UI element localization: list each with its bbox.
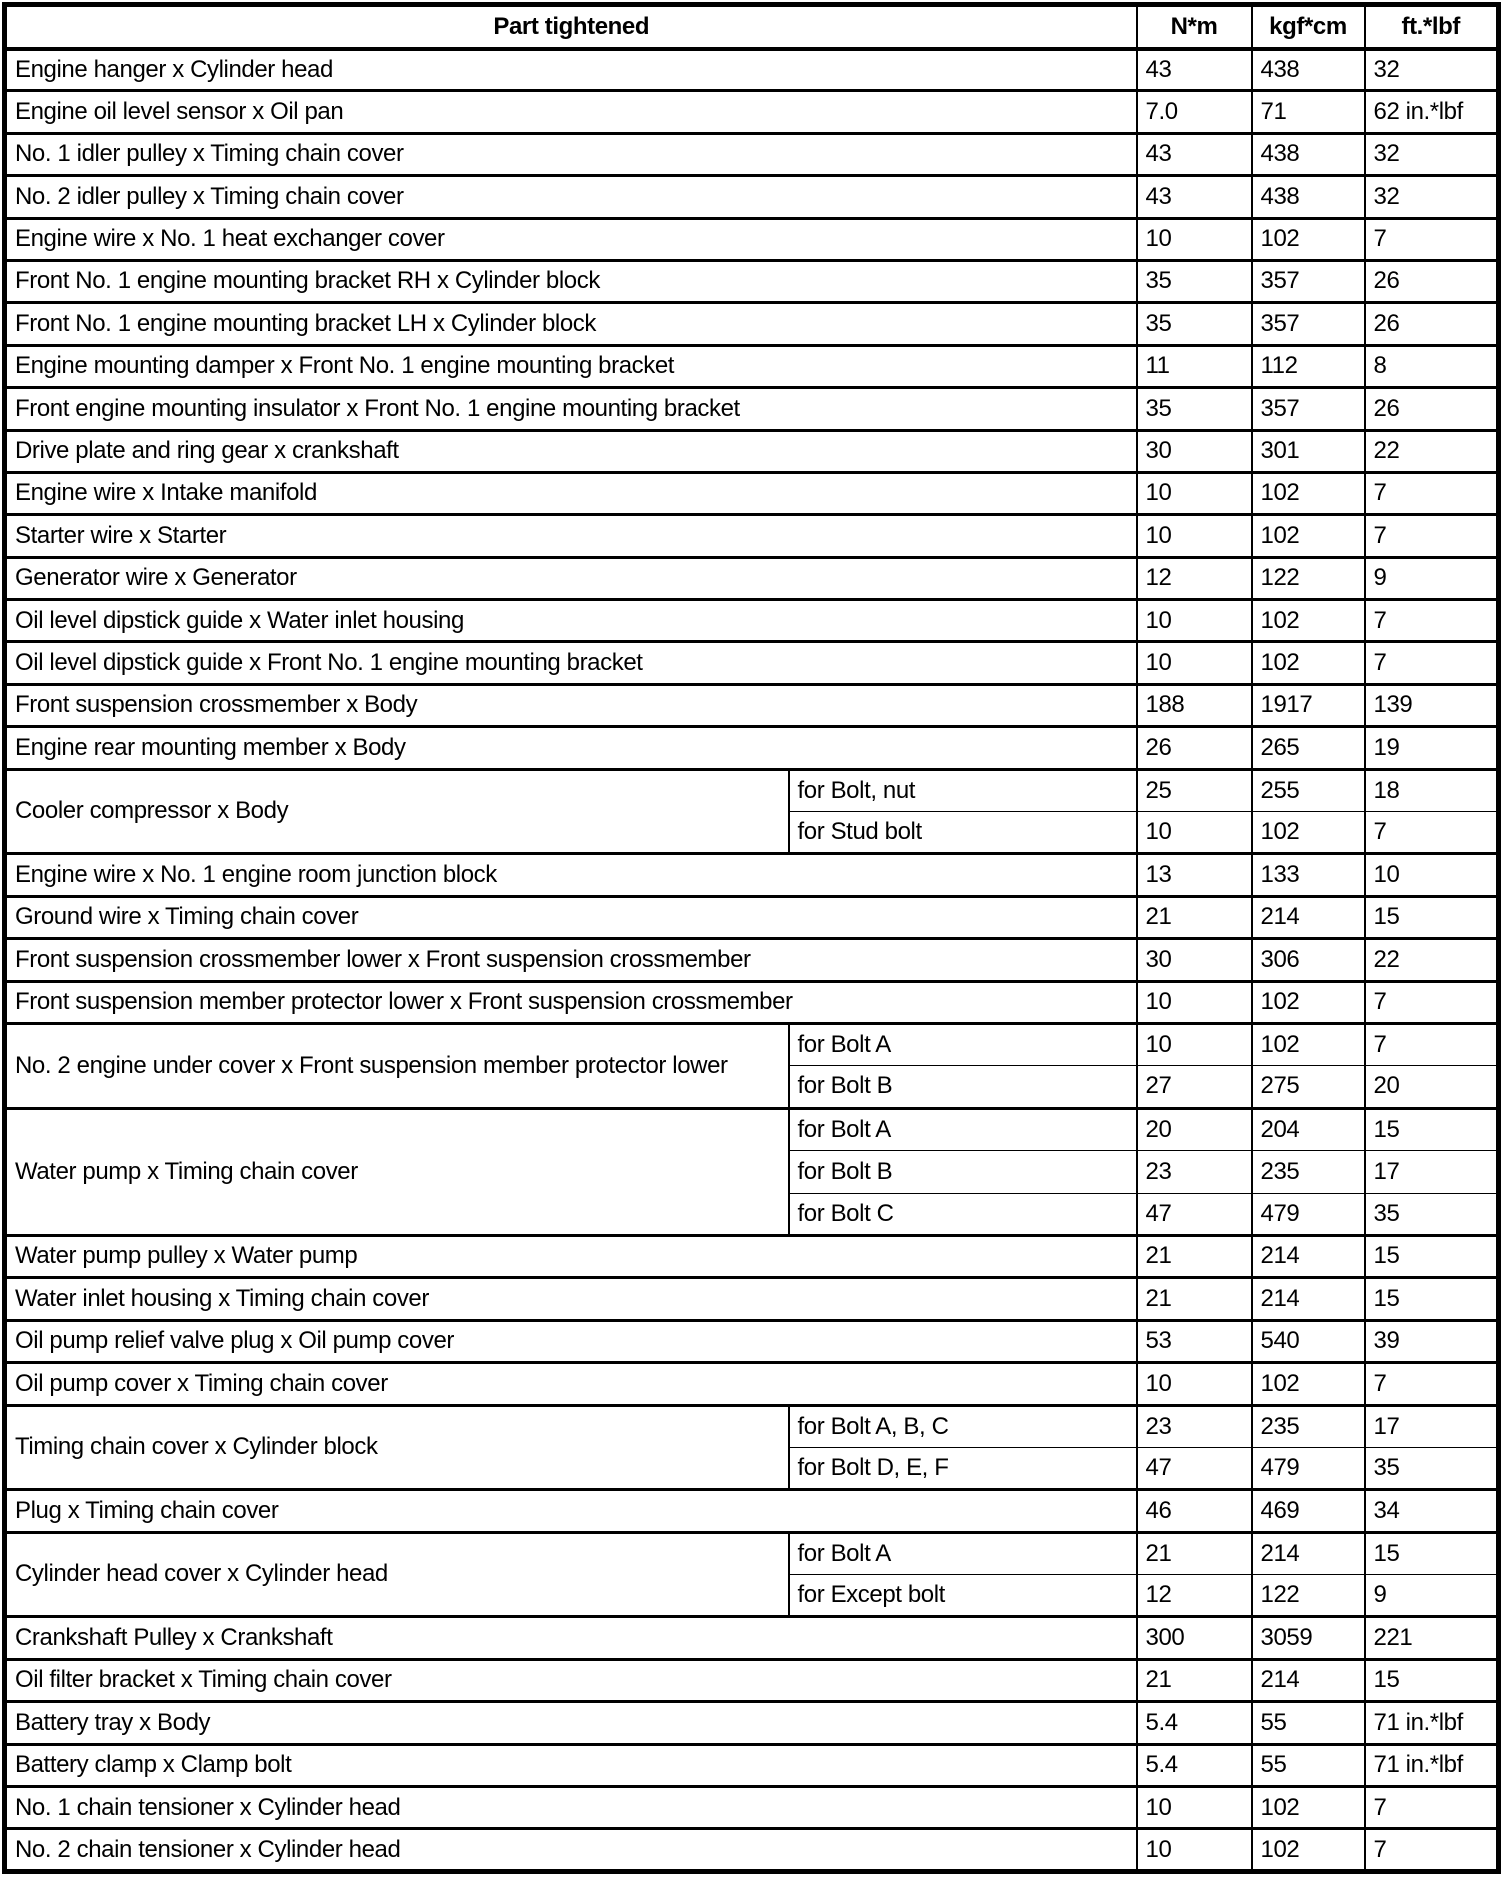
nm-value-cell: 10 [1137, 218, 1252, 260]
kgfcm-value-cell: 214 [1252, 1235, 1365, 1277]
part-cell: Oil level dipstick guide x Water inlet housing [5, 600, 1137, 642]
ftlbf-value-cell: 139 [1365, 684, 1499, 726]
condition-cell: for Bolt D, E, F [789, 1447, 1137, 1489]
condition-cell: for Bolt A [789, 1108, 1137, 1150]
kgfcm-value-cell: 102 [1252, 1023, 1365, 1065]
part-cell: Engine wire x No. 1 heat exchanger cover [5, 218, 1137, 260]
kgfcm-value-cell: 102 [1252, 642, 1365, 684]
kgfcm-value-cell: 214 [1252, 896, 1365, 938]
table-row [5, 430, 1499, 472]
kgfcm-value-cell: 540 [1252, 1320, 1365, 1362]
nm-value-cell: 7.0 [1137, 91, 1252, 133]
nm-value-cell: 30 [1137, 939, 1252, 981]
nm-value-cell: 21 [1137, 1235, 1252, 1277]
nm-value-cell: 5.4 [1137, 1702, 1252, 1744]
condition-cell: for Bolt A [789, 1023, 1137, 1065]
nm-value-cell: 188 [1137, 684, 1252, 726]
header-row [5, 5, 1499, 49]
nm-value-cell: 47 [1137, 1447, 1252, 1489]
part-cell: Water pump x Timing chain cover [5, 1108, 789, 1235]
nm-value-cell: 12 [1137, 557, 1252, 599]
table-row [5, 260, 1499, 302]
ftlbf-value-cell: 20 [1365, 1066, 1499, 1108]
kgfcm-value-cell: 102 [1252, 600, 1365, 642]
nm-value-cell: 27 [1137, 1066, 1252, 1108]
kgfcm-value-cell: 357 [1252, 303, 1365, 345]
ftlbf-value-cell: 26 [1365, 303, 1499, 345]
column-header-nm: N*m [1137, 5, 1252, 49]
kgfcm-value-cell: 1917 [1252, 684, 1365, 726]
kgfcm-value-cell: 265 [1252, 727, 1365, 769]
kgfcm-value-cell: 102 [1252, 812, 1365, 854]
table-body [5, 49, 1499, 1872]
nm-value-cell: 21 [1137, 1659, 1252, 1701]
kgfcm-value-cell: 214 [1252, 1659, 1365, 1701]
ftlbf-value-cell: 7 [1365, 515, 1499, 557]
nm-value-cell: 35 [1137, 260, 1252, 302]
nm-value-cell: 25 [1137, 769, 1252, 811]
ftlbf-value-cell: 71 in.*lbf [1365, 1702, 1499, 1744]
table-subrow [5, 769, 1499, 811]
ftlbf-value-cell: 7 [1365, 1363, 1499, 1405]
kgfcm-value-cell: 479 [1252, 1193, 1365, 1235]
kgfcm-value-cell: 102 [1252, 472, 1365, 514]
table-row [5, 896, 1499, 938]
ftlbf-value-cell: 10 [1365, 854, 1499, 896]
table-row [5, 515, 1499, 557]
nm-value-cell: 21 [1137, 896, 1252, 938]
nm-value-cell: 11 [1137, 345, 1252, 387]
kgfcm-value-cell: 102 [1252, 1787, 1365, 1829]
nm-value-cell: 10 [1137, 1023, 1252, 1065]
ftlbf-value-cell: 32 [1365, 133, 1499, 175]
condition-cell: for Bolt C [789, 1193, 1137, 1235]
table-row [5, 388, 1499, 430]
column-header-ftlbf: ft.*lbf [1365, 5, 1499, 49]
ftlbf-value-cell: 15 [1365, 1532, 1499, 1574]
table-row [5, 49, 1499, 91]
part-cell: Oil pump cover x Timing chain cover [5, 1363, 1137, 1405]
nm-value-cell: 46 [1137, 1490, 1252, 1532]
part-cell: No. 1 idler pulley x Timing chain cover [5, 133, 1137, 175]
part-cell: Engine rear mounting member x Body [5, 727, 1137, 769]
part-cell: Starter wire x Starter [5, 515, 1137, 557]
nm-value-cell: 300 [1137, 1617, 1252, 1659]
column-header-kgfcm: kgf*cm [1252, 5, 1365, 49]
part-cell: Water inlet housing x Timing chain cover [5, 1278, 1137, 1320]
nm-value-cell: 13 [1137, 854, 1252, 896]
nm-value-cell: 53 [1137, 1320, 1252, 1362]
part-cell: Engine wire x Intake manifold [5, 472, 1137, 514]
kgfcm-value-cell: 214 [1252, 1278, 1365, 1320]
part-cell: Engine mounting damper x Front No. 1 engine mounting bracket [5, 345, 1137, 387]
kgfcm-value-cell: 235 [1252, 1151, 1365, 1193]
nm-value-cell: 43 [1137, 133, 1252, 175]
table-row [5, 1829, 1499, 1872]
kgfcm-value-cell: 357 [1252, 260, 1365, 302]
ftlbf-value-cell: 18 [1365, 769, 1499, 811]
nm-value-cell: 23 [1137, 1405, 1252, 1447]
kgfcm-value-cell: 55 [1252, 1744, 1365, 1786]
part-cell: Front engine mounting insulator x Front No. 1 engine mounting bracket [5, 388, 1137, 430]
table-row [5, 1659, 1499, 1701]
table-row [5, 642, 1499, 684]
ftlbf-value-cell: 15 [1365, 1235, 1499, 1277]
ftlbf-value-cell: 19 [1365, 727, 1499, 769]
kgfcm-value-cell: 71 [1252, 91, 1365, 133]
nm-value-cell: 10 [1137, 472, 1252, 514]
part-cell: No. 2 engine under cover x Front suspension member protector lower [5, 1023, 789, 1108]
kgfcm-value-cell: 214 [1252, 1532, 1365, 1574]
table-row [5, 1744, 1499, 1786]
part-cell: Front suspension crossmember lower x Front suspension crossmember [5, 939, 1137, 981]
part-cell: Battery tray x Body [5, 1702, 1137, 1744]
ftlbf-value-cell: 15 [1365, 1659, 1499, 1701]
table-row [5, 1787, 1499, 1829]
nm-value-cell: 10 [1137, 812, 1252, 854]
ftlbf-value-cell: 7 [1365, 218, 1499, 260]
ftlbf-value-cell: 8 [1365, 345, 1499, 387]
part-cell: Oil pump relief valve plug x Oil pump cover [5, 1320, 1137, 1362]
ftlbf-value-cell: 7 [1365, 981, 1499, 1023]
kgfcm-value-cell: 102 [1252, 515, 1365, 557]
table-row [5, 1235, 1499, 1277]
nm-value-cell: 43 [1137, 176, 1252, 218]
ftlbf-value-cell: 32 [1365, 176, 1499, 218]
part-cell: Front No. 1 engine mounting bracket RH x Cylinder block [5, 260, 1137, 302]
part-cell: Front suspension member protector lower x Front suspension crossmember [5, 981, 1137, 1023]
part-cell: No. 2 idler pulley x Timing chain cover [5, 176, 1137, 218]
kgfcm-value-cell: 102 [1252, 1363, 1365, 1405]
nm-value-cell: 21 [1137, 1278, 1252, 1320]
nm-value-cell: 10 [1137, 600, 1252, 642]
kgfcm-value-cell: 235 [1252, 1405, 1365, 1447]
table-row [5, 176, 1499, 218]
part-cell: Engine oil level sensor x Oil pan [5, 91, 1137, 133]
table-row [5, 345, 1499, 387]
nm-value-cell: 47 [1137, 1193, 1252, 1235]
ftlbf-value-cell: 9 [1365, 557, 1499, 599]
part-cell: Generator wire x Generator [5, 557, 1137, 599]
ftlbf-value-cell: 34 [1365, 1490, 1499, 1532]
table-row [5, 472, 1499, 514]
table-row [5, 218, 1499, 260]
table-subrow [5, 1532, 1499, 1574]
kgfcm-value-cell: 438 [1252, 133, 1365, 175]
kgfcm-value-cell: 255 [1252, 769, 1365, 811]
condition-cell: for Bolt A, B, C [789, 1405, 1137, 1447]
table-row [5, 1617, 1499, 1659]
nm-value-cell: 10 [1137, 981, 1252, 1023]
part-cell: Crankshaft Pulley x Crankshaft [5, 1617, 1137, 1659]
table-row [5, 1490, 1499, 1532]
condition-cell: for Bolt, nut [789, 769, 1137, 811]
kgfcm-value-cell: 301 [1252, 430, 1365, 472]
part-cell: Cylinder head cover x Cylinder head [5, 1532, 789, 1617]
ftlbf-value-cell: 15 [1365, 1278, 1499, 1320]
part-cell: Battery clamp x Clamp bolt [5, 1744, 1137, 1786]
ftlbf-value-cell: 35 [1365, 1193, 1499, 1235]
nm-value-cell: 10 [1137, 1787, 1252, 1829]
part-cell: No. 2 chain tensioner x Cylinder head [5, 1829, 1137, 1872]
kgfcm-value-cell: 479 [1252, 1447, 1365, 1489]
table-row [5, 1702, 1499, 1744]
ftlbf-value-cell: 32 [1365, 49, 1499, 91]
ftlbf-value-cell: 35 [1365, 1447, 1499, 1489]
part-cell: Front No. 1 engine mounting bracket LH x Cylinder block [5, 303, 1137, 345]
nm-value-cell: 10 [1137, 1829, 1252, 1872]
kgfcm-value-cell: 438 [1252, 49, 1365, 91]
nm-value-cell: 23 [1137, 1151, 1252, 1193]
torque-spec-table [2, 2, 1501, 1874]
ftlbf-value-cell: 71 in.*lbf [1365, 1744, 1499, 1786]
nm-value-cell: 35 [1137, 388, 1252, 430]
nm-value-cell: 10 [1137, 515, 1252, 557]
part-cell: Engine hanger x Cylinder head [5, 49, 1137, 91]
kgfcm-value-cell: 102 [1252, 1829, 1365, 1872]
nm-value-cell: 20 [1137, 1108, 1252, 1150]
kgfcm-value-cell: 122 [1252, 557, 1365, 599]
nm-value-cell: 5.4 [1137, 1744, 1252, 1786]
ftlbf-value-cell: 62 in.*lbf [1365, 91, 1499, 133]
condition-cell: for Stud bolt [789, 812, 1137, 854]
part-cell: No. 1 chain tensioner x Cylinder head [5, 1787, 1137, 1829]
table-row [5, 303, 1499, 345]
ftlbf-value-cell: 7 [1365, 642, 1499, 684]
ftlbf-value-cell: 17 [1365, 1405, 1499, 1447]
ftlbf-value-cell: 221 [1365, 1617, 1499, 1659]
condition-cell: for Bolt A [789, 1532, 1137, 1574]
kgfcm-value-cell: 122 [1252, 1575, 1365, 1617]
table-row [5, 1363, 1499, 1405]
condition-cell: for Bolt B [789, 1066, 1137, 1108]
kgfcm-value-cell: 112 [1252, 345, 1365, 387]
table-row [5, 133, 1499, 175]
part-cell: Timing chain cover x Cylinder block [5, 1405, 789, 1490]
condition-cell: for Bolt B [789, 1151, 1137, 1193]
column-header-part-tightened: Part tightened [5, 5, 1137, 49]
ftlbf-value-cell: 17 [1365, 1151, 1499, 1193]
ftlbf-value-cell: 7 [1365, 812, 1499, 854]
kgfcm-value-cell: 102 [1252, 981, 1365, 1023]
nm-value-cell: 10 [1137, 1363, 1252, 1405]
ftlbf-value-cell: 26 [1365, 388, 1499, 430]
table-row [5, 600, 1499, 642]
nm-value-cell: 43 [1137, 49, 1252, 91]
part-cell: Water pump pulley x Water pump [5, 1235, 1137, 1277]
kgfcm-value-cell: 3059 [1252, 1617, 1365, 1659]
kgfcm-value-cell: 102 [1252, 218, 1365, 260]
ftlbf-value-cell: 9 [1365, 1575, 1499, 1617]
ftlbf-value-cell: 7 [1365, 1023, 1499, 1065]
table-row [5, 939, 1499, 981]
condition-cell: for Except bolt [789, 1575, 1137, 1617]
ftlbf-value-cell: 39 [1365, 1320, 1499, 1362]
part-cell: Plug x Timing chain cover [5, 1490, 1137, 1532]
part-cell: Front suspension crossmember x Body [5, 684, 1137, 726]
kgfcm-value-cell: 438 [1252, 176, 1365, 218]
ftlbf-value-cell: 22 [1365, 939, 1499, 981]
nm-value-cell: 10 [1137, 642, 1252, 684]
nm-value-cell: 30 [1137, 430, 1252, 472]
kgfcm-value-cell: 55 [1252, 1702, 1365, 1744]
nm-value-cell: 26 [1137, 727, 1252, 769]
part-cell: Cooler compressor x Body [5, 769, 789, 854]
table-row [5, 684, 1499, 726]
part-cell: Engine wire x No. 1 engine room junction block [5, 854, 1137, 896]
ftlbf-value-cell: 15 [1365, 1108, 1499, 1150]
kgfcm-value-cell: 204 [1252, 1108, 1365, 1150]
ftlbf-value-cell: 7 [1365, 472, 1499, 514]
ftlbf-value-cell: 26 [1365, 260, 1499, 302]
ftlbf-value-cell: 7 [1365, 600, 1499, 642]
kgfcm-value-cell: 357 [1252, 388, 1365, 430]
table-row [5, 91, 1499, 133]
table-subrow [5, 1108, 1499, 1150]
part-cell: Oil filter bracket x Timing chain cover [5, 1659, 1137, 1701]
ftlbf-value-cell: 7 [1365, 1829, 1499, 1872]
nm-value-cell: 12 [1137, 1575, 1252, 1617]
part-cell: Oil level dipstick guide x Front No. 1 engine mounting bracket [5, 642, 1137, 684]
nm-value-cell: 35 [1137, 303, 1252, 345]
part-cell: Drive plate and ring gear x crankshaft [5, 430, 1137, 472]
kgfcm-value-cell: 275 [1252, 1066, 1365, 1108]
table-row [5, 1278, 1499, 1320]
kgfcm-value-cell: 469 [1252, 1490, 1365, 1532]
table-subrow [5, 1023, 1499, 1065]
table-row [5, 854, 1499, 896]
ftlbf-value-cell: 22 [1365, 430, 1499, 472]
table-row [5, 557, 1499, 599]
table-row [5, 981, 1499, 1023]
ftlbf-value-cell: 7 [1365, 1787, 1499, 1829]
kgfcm-value-cell: 133 [1252, 854, 1365, 896]
nm-value-cell: 21 [1137, 1532, 1252, 1574]
part-cell: Ground wire x Timing chain cover [5, 896, 1137, 938]
table-row [5, 727, 1499, 769]
table-subrow [5, 1405, 1499, 1447]
table-row [5, 1320, 1499, 1362]
kgfcm-value-cell: 306 [1252, 939, 1365, 981]
ftlbf-value-cell: 15 [1365, 896, 1499, 938]
